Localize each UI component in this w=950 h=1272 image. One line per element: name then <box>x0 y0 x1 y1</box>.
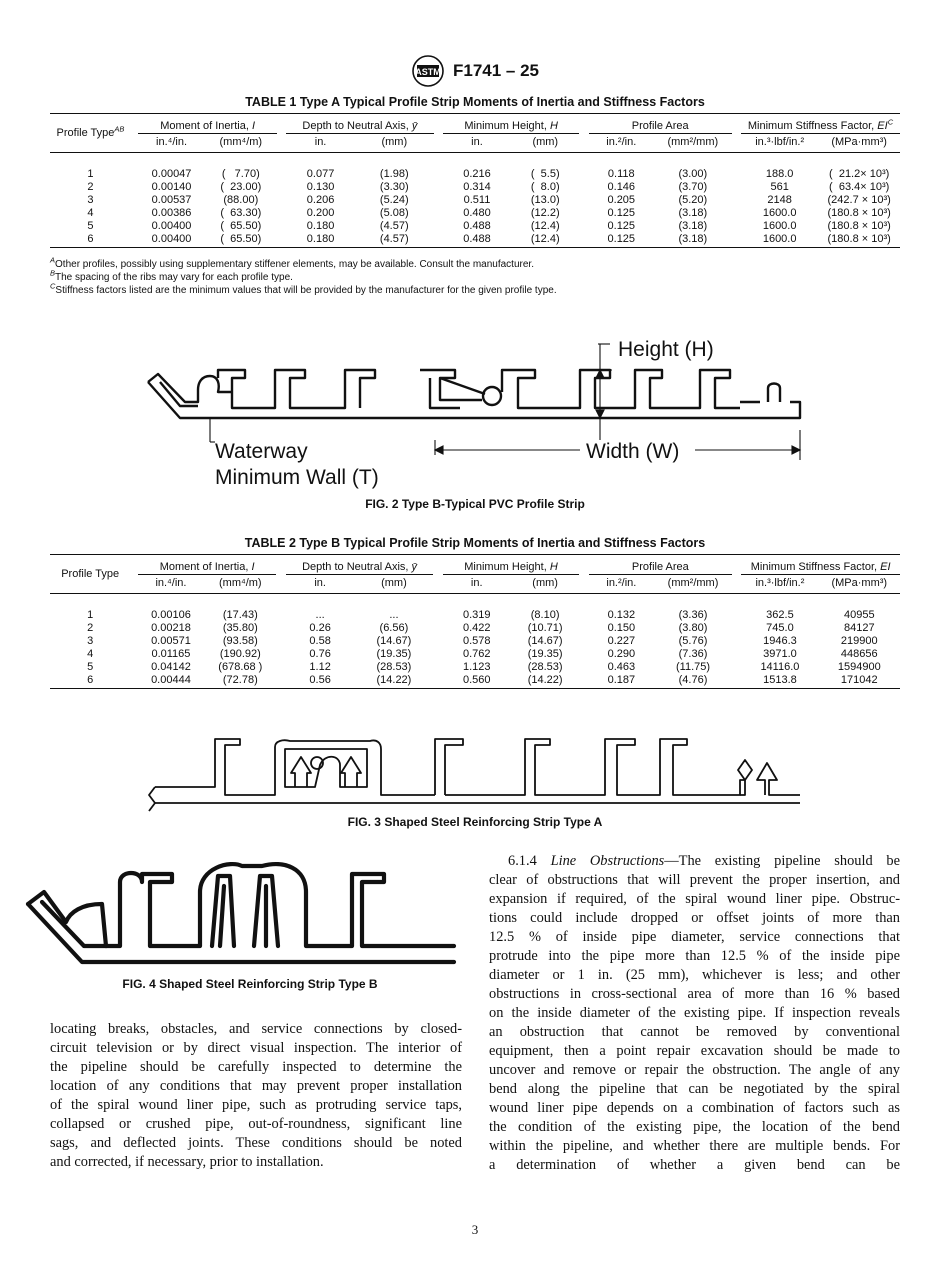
table-cell: (180.8 × 10³) <box>827 232 891 245</box>
table-cell: 171042 <box>840 673 878 686</box>
table2-profile-header: Profile Type <box>50 555 130 594</box>
fig2-profile-outline <box>148 370 800 418</box>
table-cell: (19.35) <box>376 647 412 660</box>
fig3-steel-strip-a-drawing <box>145 725 805 815</box>
table-cell: (3.36) <box>678 608 708 621</box>
text-line: within the pipeline, and whether there are multiple bends. For <box>489 1138 900 1154</box>
table-cell: 1.123 <box>462 660 491 673</box>
table-cell: 0.00400 <box>151 219 192 232</box>
table-cell: 4 <box>87 647 94 660</box>
table-cell: ( 21.2× 10³) <box>829 167 890 180</box>
table-cell: 1594900 <box>837 660 881 673</box>
table-cell: ( 8.0) <box>530 180 560 193</box>
table-cell: (12.4) <box>530 219 560 232</box>
table-cell: (14.67) <box>376 634 412 647</box>
table1-unit: (mm²/mm) <box>654 134 732 153</box>
table-cell: (35.80) <box>222 621 258 634</box>
table-cell: 0.463 <box>607 660 636 673</box>
table-cell: ... <box>315 608 325 621</box>
table1-unit: (mm) <box>511 134 579 153</box>
table2-unit: (mm) <box>511 575 580 594</box>
table-cell: (4.76) <box>678 673 708 686</box>
table-cell: ( 65.50) <box>220 219 262 232</box>
table-row <box>50 167 900 180</box>
table-cell: 0.422 <box>462 621 491 634</box>
text-line: clear of obstructions that will prevent the proper insertion, and <box>489 872 900 888</box>
table-cell: 745.0 <box>766 621 794 634</box>
fig4-steel-strip-b-drawing <box>22 852 462 974</box>
table-cell: (14.22) <box>376 673 412 686</box>
table-cell: (3.18) <box>678 219 708 232</box>
table-cell: 561 <box>770 180 789 193</box>
table-cell: 0.511 <box>463 193 491 206</box>
table2-unit: in. <box>443 575 511 594</box>
table-cell: 0.480 <box>463 206 491 219</box>
text-line: sags, and deflected joints. These conditions should be noted <box>50 1135 462 1151</box>
table1-notes <box>50 255 900 297</box>
table-cell: 0.319 <box>462 608 491 621</box>
table-cell: 0.125 <box>607 219 636 232</box>
table1-profile-header: Profile Type$^{AB}$ <box>50 114 131 153</box>
table2-group-height: Minimum Height, H <box>443 555 580 575</box>
table-cell: 1600.0 <box>762 232 797 245</box>
table-cell: (3.18) <box>678 206 708 219</box>
table-cell: 1.12 <box>309 660 331 673</box>
standard-designation: F1741 – 25 <box>452 61 539 80</box>
table-cell: 0.180 <box>306 219 335 232</box>
table-cell: (28.53) <box>376 660 412 673</box>
table-cell: (28.53) <box>527 660 563 673</box>
table-cell: 362.5 <box>766 608 794 621</box>
table-cell: 0.125 <box>607 206 636 219</box>
table-cell: (4.57) <box>379 219 409 232</box>
fig2-caption: FIG. 2 Type B-Typical PVC Profile Strip <box>365 497 585 511</box>
table-cell: (6.56) <box>379 621 409 634</box>
table-cell: 1600.0 <box>762 206 797 219</box>
table1 <box>50 113 900 248</box>
table-cell: ( 65.50) <box>220 232 262 245</box>
table-cell: ( 7.70) <box>221 167 260 180</box>
text-line: and corrected, if necessary, prior to installation. <box>50 1154 324 1170</box>
table-cell: ( 63.30) <box>220 206 262 219</box>
table1-unit: in.²/in. <box>589 134 654 153</box>
table-cell: 0.077 <box>306 167 335 180</box>
table-cell: (10.71) <box>527 621 563 634</box>
table1-unit: (mm⁴/m) <box>205 134 277 153</box>
page-number: 3 <box>471 1222 479 1237</box>
table-cell: 0.130 <box>306 180 335 193</box>
table-cell: 1600.0 <box>762 219 797 232</box>
table1-note: $^B$The spacing of the ribs may vary for each profile type. <box>50 268 293 283</box>
table1-unit: (MPa·mm³) <box>818 134 900 153</box>
table-cell: (5.08) <box>379 206 409 219</box>
table-cell: (3.00) <box>678 167 708 180</box>
table2-unit: in.²/in. <box>589 575 654 594</box>
table-cell: 0.488 <box>463 232 491 245</box>
table2-body <box>50 594 900 689</box>
table-cell: (14.67) <box>527 634 563 647</box>
table-cell: (3.70) <box>678 180 708 193</box>
table1-unit: in.³·lbf/in.² <box>741 134 818 153</box>
table-cell: 3971.0 <box>763 647 797 660</box>
table1-unit: in. <box>286 134 355 153</box>
table-cell: 0.216 <box>463 167 491 180</box>
table-cell: 0.132 <box>607 608 636 621</box>
table1-group-area: Profile Area <box>589 114 732 134</box>
fig2-label-waterway: Waterway <box>215 440 308 463</box>
text-line: an obstruction that cannot be removed by conventional <box>489 1024 900 1040</box>
table-cell: 5 <box>87 219 94 232</box>
table-row <box>50 621 900 634</box>
table-cell: (5.24) <box>379 193 409 206</box>
table-cell: 1946.3 <box>763 634 797 647</box>
text-line: the pipeline should be carefully inspected to determine the <box>50 1059 462 1075</box>
fig3-caption: FIG. 3 Shaped Steel Reinforcing Strip Type A <box>347 815 603 829</box>
table-cell: (19.35) <box>527 647 563 660</box>
table-cell: (7.36) <box>678 647 708 660</box>
table-cell: 0.26 <box>309 621 331 634</box>
section-6-1-4-heading-line: 6.1.4 Line Obstructions—The existing pipeline should be <box>508 853 900 869</box>
text-line: locating breaks, obstacles, and service connections by closed- <box>50 1021 462 1037</box>
table-cell: (12.2) <box>530 206 560 219</box>
table-row <box>50 180 900 193</box>
table-cell: 6 <box>87 232 94 245</box>
text-line: equipment, then a point repair excavation should be made to <box>489 1043 900 1059</box>
table-cell: (8.10) <box>530 608 560 621</box>
text-line: expansion if required, of the spiral wound liner pipe. Obstruc- <box>489 891 900 907</box>
table2-unit: in.⁴/in. <box>138 575 204 594</box>
text-line: protrude into the pipe more than 12.5 % of the inside pipe <box>489 948 900 964</box>
svg-text:ASTM: ASTM <box>415 67 441 77</box>
table2-unit: in. <box>286 575 355 594</box>
text-line: 12.5 % of inside pipe diameter, service connections that <box>489 929 900 945</box>
table-cell: 1513.8 <box>763 673 797 686</box>
table-cell: 0.314 <box>463 180 491 193</box>
table-cell: 0.180 <box>306 232 335 245</box>
table-cell: (3.18) <box>678 232 708 245</box>
page-header <box>0 55 950 87</box>
table-cell: (180.8 × 10³) <box>827 219 891 232</box>
table-cell: (3.30) <box>379 180 409 193</box>
table-cell: 0.58 <box>309 634 331 647</box>
table-cell: (190.92) <box>219 647 261 660</box>
table2-group-stiffness: Minimum Stiffness Factor, EI <box>741 555 900 575</box>
table-cell: ... <box>389 608 399 621</box>
table-cell: 188.0 <box>765 167 794 180</box>
table-row <box>50 673 900 689</box>
table-cell: (242.7 × 10³) <box>827 193 891 206</box>
table1-group-inertia: Moment of Inertia, I <box>138 114 277 134</box>
table-row <box>50 608 900 621</box>
fig2-label-height: Height (H) <box>618 338 714 361</box>
table-cell: (3.80) <box>678 621 708 634</box>
table-cell: 0.00047 <box>151 167 192 180</box>
table-cell: 2148 <box>767 193 792 206</box>
table-cell: (88.00) <box>223 193 259 206</box>
table-cell: 2 <box>87 621 94 634</box>
table-cell: (5.76) <box>678 634 708 647</box>
table-cell: (180.8 × 10³) <box>827 206 891 219</box>
table1-group-height: Minimum Height, H <box>443 114 580 134</box>
table-row <box>50 634 900 647</box>
text-line: collapsed or crushed pipe, out-of-roundness, significant line <box>50 1116 462 1132</box>
table1-note: $^C$Stiffness factors listed are the minimum values that will be provided by the manufacturer for the given profile type. <box>50 281 557 296</box>
table1-group-stiffness: Minimum Stiffness Factor, $EI^C$ <box>741 114 900 134</box>
table-cell: 0.56 <box>309 673 331 686</box>
table-cell: (11.75) <box>676 660 711 673</box>
table-cell: 2 <box>87 180 94 193</box>
table-cell: 0.762 <box>462 647 491 660</box>
left-column-text <box>50 1020 462 1172</box>
fig4-caption: FIG. 4 Shaped Steel Reinforcing Strip Type B <box>122 977 378 991</box>
table-cell: 219900 <box>840 634 878 647</box>
table1-unit: in.⁴/in. <box>138 134 204 153</box>
table-cell: ( 5.5) <box>530 167 560 180</box>
text-line: bend along the pipeline that can be negotiated by the spiral <box>489 1081 900 1097</box>
table1-group-depth: Depth to Neutral Axis, ȳ <box>286 114 433 134</box>
table-cell: ( 23.00) <box>220 180 262 193</box>
table-cell: 3 <box>87 193 94 206</box>
table-cell: 0.00386 <box>151 206 192 219</box>
table-cell: (72.78) <box>222 673 258 686</box>
table-cell: 0.00218 <box>151 621 191 634</box>
table-cell: 0.560 <box>462 673 491 686</box>
table-cell: 0.290 <box>607 647 636 660</box>
astm-logo-icon <box>411 55 445 87</box>
table2-group-area: Profile Area <box>589 555 732 575</box>
table-cell: 0.00537 <box>151 193 192 206</box>
table-cell: 0.04142 <box>151 660 191 673</box>
table-row <box>50 647 900 660</box>
text-line: circuit television or by direct visual inspection. The interior of <box>50 1040 462 1056</box>
table-cell: 0.200 <box>306 206 335 219</box>
text-line: tions could include dropped or offset joints of more than <box>489 910 900 926</box>
table-cell: 0.118 <box>607 167 635 180</box>
table-cell: 3 <box>87 634 94 647</box>
table-row <box>50 206 900 219</box>
table-cell: 4 <box>87 206 94 219</box>
table-cell: 0.150 <box>607 621 636 634</box>
text-line: diameter or 1 in. (25 mm), whichever is less; and other <box>489 967 900 983</box>
table-cell: 0.00106 <box>151 608 191 621</box>
table-cell: (13.0) <box>530 193 560 206</box>
text-line: uncover and remove or repair the obstruction. The angle of any <box>489 1062 900 1078</box>
table-cell: (1.98) <box>379 167 409 180</box>
text-line: of the spiral wound liner pipe, such as protruding service taps, <box>50 1097 462 1113</box>
table-row <box>50 232 900 248</box>
table-cell: 40955 <box>843 608 875 621</box>
table-row <box>50 219 900 232</box>
table-cell: 14116.0 <box>760 660 800 673</box>
table-cell: 448656 <box>840 647 878 660</box>
table2-unit: in.³·lbf/in.² <box>741 575 818 594</box>
table2-caption: TABLE 2 Type B Typical Profile Strip Moments of Inertia and Stiffness Factors <box>244 536 706 550</box>
table1-unit: (mm) <box>355 134 434 153</box>
text-line: location of any conditions that may prevent proper installation <box>50 1078 462 1094</box>
table-row <box>50 193 900 206</box>
table-row <box>50 660 900 673</box>
table-cell: (93.58) <box>222 634 258 647</box>
table-cell: 0.00571 <box>151 634 191 647</box>
table-cell: 84127 <box>843 621 875 634</box>
table-cell: 0.227 <box>607 634 636 647</box>
table-cell: 1 <box>87 608 94 621</box>
table2-unit: (mm) <box>355 575 434 594</box>
table-cell: 0.01165 <box>151 647 191 660</box>
table2-unit: (MPa·mm³) <box>819 575 900 594</box>
table1-note: $^A$Other profiles, possibly using supplementary stiffener elements, may be available. Consult the manufacturer. <box>50 255 534 270</box>
table-cell: 0.76 <box>309 647 331 660</box>
table-cell: (5.20) <box>678 193 708 206</box>
table2-unit: (mm⁴/m) <box>204 575 276 594</box>
table-cell: 0.125 <box>607 232 636 245</box>
table-cell: 0.206 <box>306 193 335 206</box>
table-cell: 0.187 <box>607 673 636 686</box>
table-cell: (4.57) <box>379 232 409 245</box>
table2-group-inertia: Moment of Inertia, I <box>138 555 277 575</box>
table-cell: 0.00444 <box>151 673 191 686</box>
table-cell: 0.578 <box>462 634 491 647</box>
text-line: the condition of the existing pipe, the location of the bend <box>489 1119 900 1135</box>
table-cell: 0.00400 <box>151 232 192 245</box>
fig2-label-width: Width (W) <box>586 440 680 463</box>
right-column-text <box>489 852 900 1175</box>
table-cell: 1 <box>87 167 94 180</box>
table-cell: 0.00140 <box>151 180 192 193</box>
table1-unit: in. <box>443 134 511 153</box>
fig2-label-minwall: Minimum Wall (T) <box>215 466 379 489</box>
table-cell: (14.22) <box>527 673 563 686</box>
text-line: obstructions in cross-sectional area of more than 16 % based <box>489 986 900 1002</box>
table-cell: (17.43) <box>222 608 258 621</box>
table-cell: (678.68 ) <box>218 660 263 673</box>
table2 <box>50 554 900 689</box>
table-cell: ( 63.4× 10³) <box>829 180 890 193</box>
table2-unit: (mm²/mm) <box>654 575 732 594</box>
table1-caption: TABLE 1 Type A Typical Profile Strip Moments of Inertia and Stiffness Factors <box>245 95 705 109</box>
table-cell: 0.146 <box>607 180 636 193</box>
table-cell: 5 <box>87 660 94 673</box>
table-cell: 0.488 <box>463 219 491 232</box>
table-cell: 0.205 <box>607 193 636 206</box>
text-line: a determination of whether a given bend can be <box>489 1157 900 1173</box>
table-cell: (12.4) <box>530 232 560 245</box>
text-line: wound liner pipe depends on a combination of factors such as <box>489 1100 900 1116</box>
table-cell: 6 <box>87 673 94 686</box>
table2-group-depth: Depth to Neutral Axis, ȳ <box>286 555 434 575</box>
text-line: on the inside diameter of the existing pipe. If inspection reveals <box>489 1005 900 1021</box>
table1-body <box>50 153 900 248</box>
